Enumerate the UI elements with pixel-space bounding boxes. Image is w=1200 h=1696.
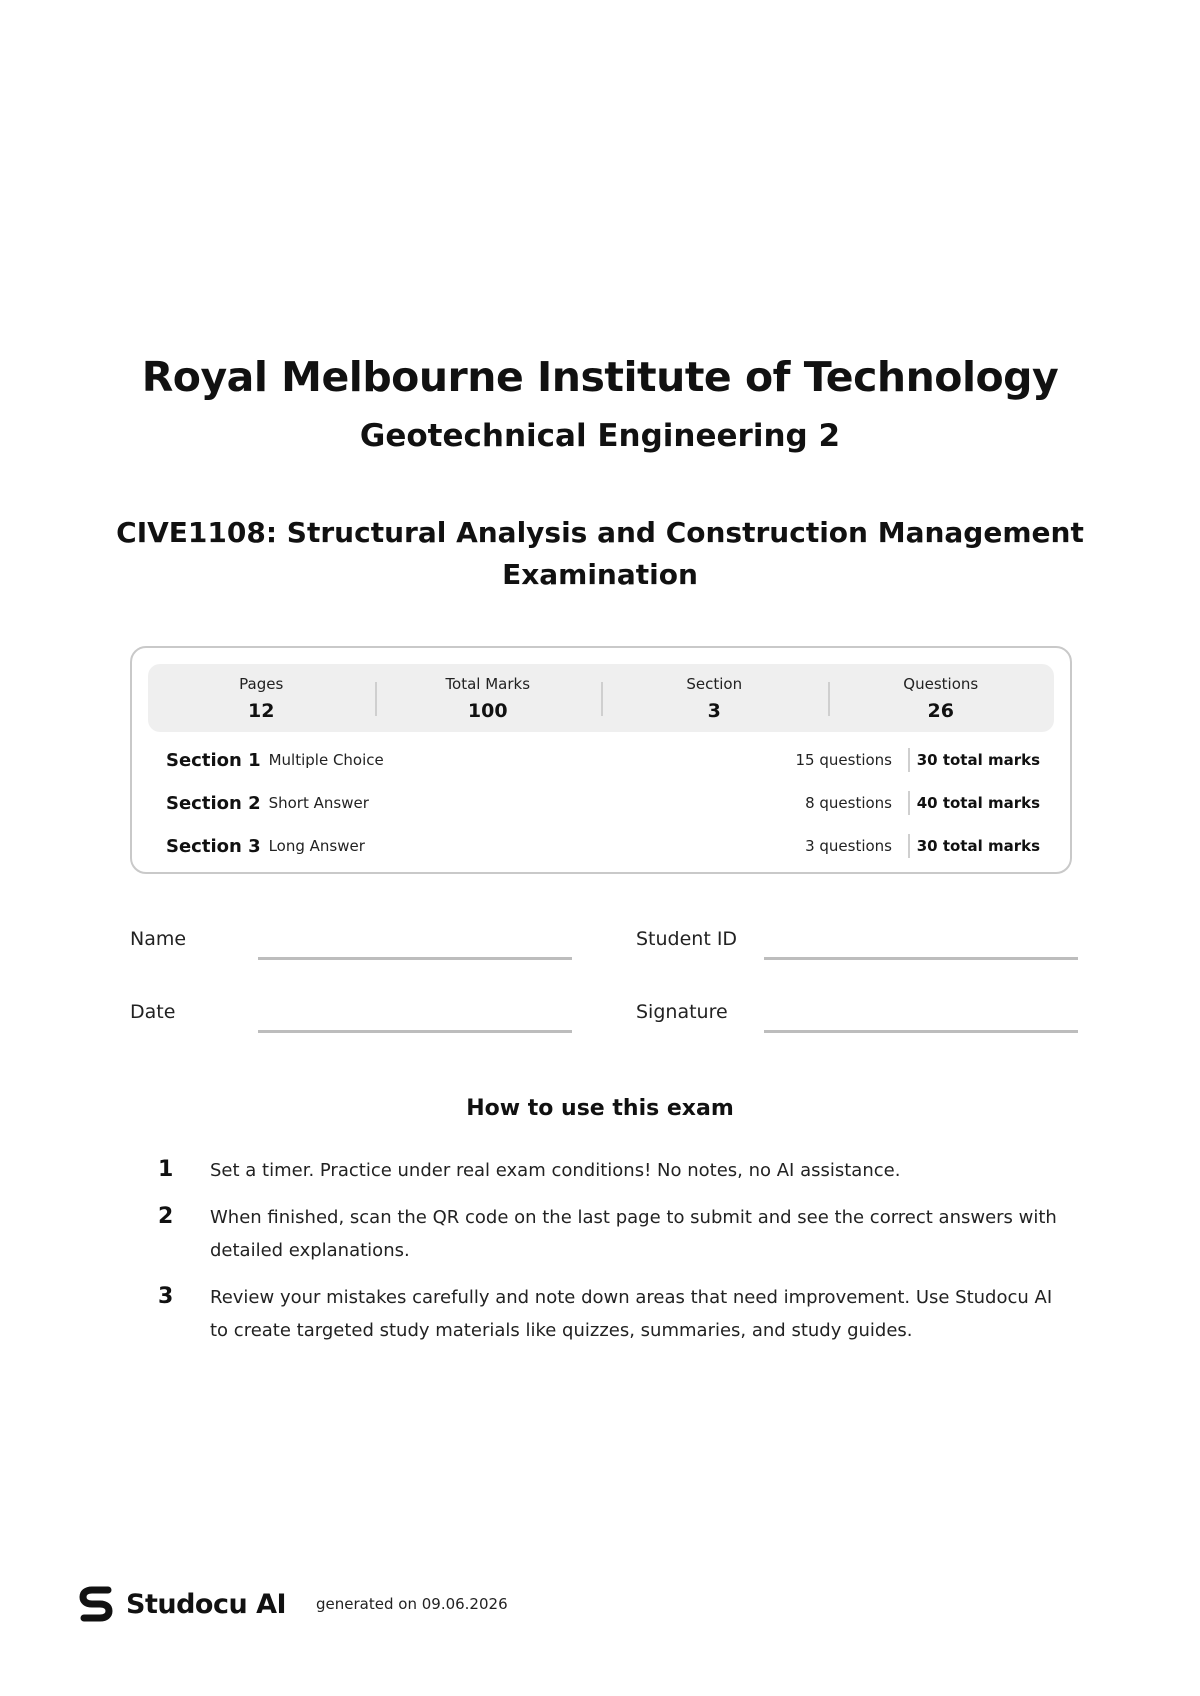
stat-value: 26 xyxy=(927,700,954,722)
institution-name: Royal Melbourne Institute of Technology xyxy=(141,353,1059,401)
section-row-3 xyxy=(166,831,1040,861)
exam-title xyxy=(110,512,1090,596)
section-questions: 15 questions xyxy=(795,751,892,769)
howto-steps xyxy=(158,1154,1058,1361)
signature-field[interactable] xyxy=(636,993,1078,1033)
section-marks: 30 total marks xyxy=(916,751,1040,769)
step-number: 2 xyxy=(158,1204,174,1229)
section-meta xyxy=(782,834,1040,858)
step-number: 1 xyxy=(158,1157,174,1182)
step-text: When finished, scan the QR code on the last page to submit and see the correct answers with detailed explanations. xyxy=(210,1207,1057,1261)
section-marks: 40 total marks xyxy=(916,794,1040,812)
section-row-1 xyxy=(166,745,1040,775)
stat-label: Questions xyxy=(903,675,979,693)
stat-label: Total Marks xyxy=(445,675,531,693)
section-name: Section 2 xyxy=(166,792,261,814)
section-marks: 30 total marks xyxy=(916,837,1040,855)
name-label: Name xyxy=(130,928,187,950)
section-row-2 xyxy=(166,788,1040,818)
date-line[interactable] xyxy=(258,1030,572,1033)
section-type: Long Answer xyxy=(268,837,365,855)
step-text: Set a timer. Practice under real exam conditions! No notes, no AI assistance. xyxy=(210,1160,901,1181)
step-text: Review your mistakes carefully and note down areas that need improvement. Use Studocu AI to create targeted study materials like quizzes, summaries, and study guides. xyxy=(210,1287,1053,1341)
student-id-line[interactable] xyxy=(764,957,1078,960)
signature-label: Signature xyxy=(636,1001,728,1023)
brand-name: Studocu AI xyxy=(126,1588,287,1620)
generated-date: generated on 09.06.2026 xyxy=(316,1595,508,1613)
stats-bar xyxy=(148,664,1054,732)
step-item xyxy=(158,1201,1058,1267)
section-meta xyxy=(782,791,1040,815)
stat-label: Pages xyxy=(239,675,284,693)
stat-total-marks xyxy=(375,664,602,732)
footer xyxy=(78,1584,508,1624)
studocu-logo-icon xyxy=(78,1584,114,1624)
course-name: Geotechnical Engineering 2 xyxy=(359,418,841,454)
section-name: Section 3 xyxy=(166,835,261,857)
step-number: 3 xyxy=(158,1284,174,1309)
student-id-label: Student ID xyxy=(636,928,738,950)
section-type: Multiple Choice xyxy=(268,751,384,769)
section-questions: 3 questions xyxy=(805,837,892,855)
exam-title-line2: Examination xyxy=(502,558,698,591)
exam-title-line1: CIVE1108: Structural Analysis and Construction Management xyxy=(116,516,1084,549)
section-name: Section 1 xyxy=(166,749,261,771)
stat-pages xyxy=(148,664,375,732)
step-item xyxy=(158,1281,1058,1347)
date-field[interactable] xyxy=(130,993,572,1033)
title-block xyxy=(0,352,1200,456)
stat-label: Section xyxy=(686,675,743,693)
date-label: Date xyxy=(130,1001,176,1023)
stat-value: 3 xyxy=(707,700,721,722)
stat-value: 100 xyxy=(467,700,508,722)
howto-title: How to use this exam xyxy=(466,1096,734,1121)
stat-section xyxy=(601,664,828,732)
step-item xyxy=(158,1154,1058,1187)
signature-line[interactable] xyxy=(764,1030,1078,1033)
name-field[interactable] xyxy=(130,920,572,960)
section-type: Short Answer xyxy=(268,794,369,812)
stat-value: 12 xyxy=(248,700,275,722)
stat-questions xyxy=(828,664,1055,732)
name-line[interactable] xyxy=(258,957,572,960)
exam-summary-box xyxy=(130,646,1072,874)
student-id-field[interactable] xyxy=(636,920,1078,960)
section-meta xyxy=(782,748,1040,772)
section-questions: 8 questions xyxy=(805,794,892,812)
